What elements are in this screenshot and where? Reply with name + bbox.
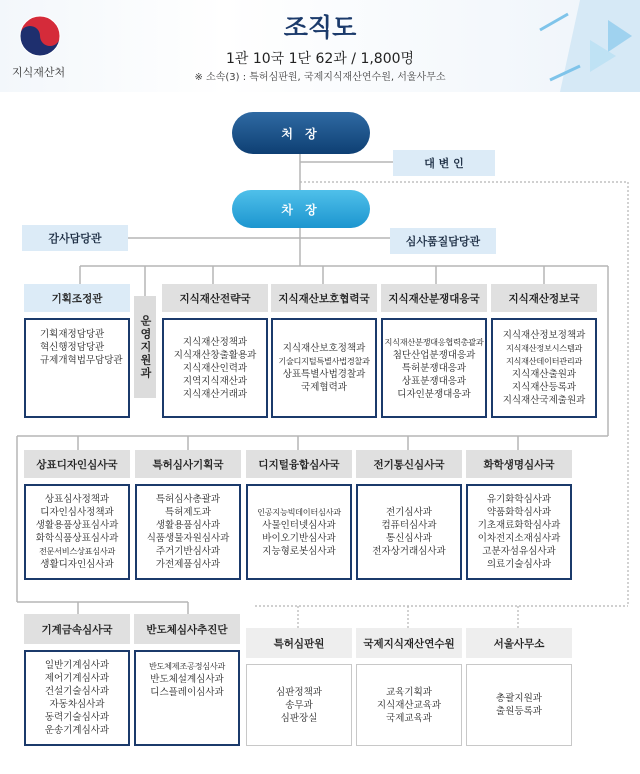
deputy-label: 차 장 bbox=[281, 202, 321, 217]
trademark-bureau-header: 상표디자인심사국 bbox=[24, 450, 130, 478]
list-item: 인공지능빅데이터심사과 bbox=[257, 507, 341, 517]
list-item: 규제개혁법무담당관 bbox=[40, 355, 123, 366]
list-item: 지식재산정보시스템과 bbox=[505, 343, 583, 353]
list-item: 국제교육과 bbox=[386, 712, 432, 724]
list-item: 지식재산분쟁대응협력총괄과 bbox=[384, 336, 484, 347]
list-item: 지식재산인력과 bbox=[182, 362, 248, 374]
list-item: 지식재산거래과 bbox=[182, 388, 248, 400]
list-item: 동력기술심사과 bbox=[44, 712, 110, 723]
list-item: 고분자섬유심사과 bbox=[482, 546, 556, 557]
patent-tribunal-header: 특허심판원 bbox=[246, 628, 352, 658]
chemical-bureau-box bbox=[466, 484, 572, 580]
list-item: 지식재산데이터관리과 bbox=[505, 356, 583, 366]
list-item: 지식재산정보정책과 bbox=[502, 330, 586, 341]
list-item: 사물인터넷심사과 bbox=[262, 520, 336, 531]
list-item: 기획재정담당관 bbox=[40, 329, 105, 340]
list-item: 생활디자인심사과 bbox=[40, 559, 114, 570]
list-item: 화학식품상표심사과 bbox=[35, 533, 119, 544]
ip-dispute-bureau-box bbox=[381, 318, 487, 418]
list-item: 상표분쟁대응과 bbox=[401, 375, 467, 387]
audit-office-node bbox=[22, 225, 128, 251]
ip-info-bureau-box bbox=[491, 318, 597, 418]
list-item: 식품생물자원심사과 bbox=[146, 533, 230, 544]
list-item: 바이오기반심사과 bbox=[262, 533, 336, 544]
digital-bureau-header: 디지털융합심사국 bbox=[246, 450, 352, 478]
patent-planning-bureau-box bbox=[135, 484, 241, 580]
ip-dispute-bureau-header: 지식재산분쟁대응국 bbox=[381, 284, 487, 312]
list-item: 특허분쟁대응과 bbox=[401, 362, 467, 374]
page-title: 조직도 bbox=[283, 13, 357, 42]
ip-academy-header: 국제지식재산연수원 bbox=[356, 628, 462, 658]
list-item: 가전제품심사과 bbox=[155, 559, 221, 570]
list-item: 교육기획과 bbox=[386, 686, 432, 698]
list-item: 디스플레이심사과 bbox=[150, 687, 224, 698]
list-item: 심판정책과 bbox=[276, 686, 322, 698]
list-item: 지식재산보호정책과 bbox=[282, 343, 366, 354]
list-item: 의료기술심사과 bbox=[486, 559, 552, 570]
list-item: 국제협력과 bbox=[301, 382, 347, 393]
list-item: 반도체설계심사과 bbox=[150, 674, 224, 685]
list-item: 상표심사정책과 bbox=[44, 494, 110, 505]
list-item: 통신심사과 bbox=[386, 533, 432, 544]
list-item: 유기화학심사과 bbox=[486, 494, 552, 505]
list-item: 생활용품심사과 bbox=[155, 520, 221, 531]
planning-office-box bbox=[24, 318, 130, 418]
support-division-node: 운영지원과 bbox=[134, 296, 156, 398]
spokesperson-label: 대 변 인 bbox=[424, 157, 464, 170]
list-item: 기초재료화학심사과 bbox=[477, 520, 561, 531]
list-item: 상표특별사법경찰과 bbox=[282, 369, 366, 380]
seoul-office-box bbox=[466, 664, 572, 746]
list-item: 지식재산등록과 bbox=[511, 382, 577, 393]
list-item: 생활용품상표심사과 bbox=[35, 520, 119, 531]
list-item: 디자인심사정책과 bbox=[40, 507, 114, 518]
digital-bureau-box bbox=[246, 484, 352, 580]
list-item: 지역지식재산과 bbox=[182, 375, 248, 387]
list-item: 자동차심사과 bbox=[49, 699, 105, 710]
list-item: 지식재산정책과 bbox=[182, 336, 248, 348]
semiconductor-unit-box bbox=[134, 650, 240, 746]
list-item: 전기심사과 bbox=[386, 507, 432, 518]
spokesperson-node bbox=[393, 150, 495, 176]
audit-office-label: 감사담당관 bbox=[48, 232, 102, 245]
list-item: 지식재산국제출원과 bbox=[502, 395, 586, 406]
list-item: 건설기술심사과 bbox=[44, 686, 110, 697]
electric-bureau-header: 전기통신심사국 bbox=[356, 450, 462, 478]
list-item: 약품화학심사과 bbox=[486, 507, 552, 518]
ip-info-bureau-header: 지식재산정보국 bbox=[491, 284, 597, 312]
list-item: 주거기반심사과 bbox=[155, 546, 221, 557]
patent-tribunal-box bbox=[246, 664, 352, 746]
machinery-bureau-header: 기계금속심사국 bbox=[24, 614, 130, 644]
patent-planning-bureau-header: 특허심사기획국 bbox=[135, 450, 241, 478]
trademark-bureau-box bbox=[24, 484, 130, 580]
page-subtitle: 1관 10국 1단 62과 / 1,800명 bbox=[225, 51, 415, 67]
logo-text: 지식재산처 bbox=[12, 66, 66, 79]
affiliate-note: ※ 소속(3) : 특허심판원, 국제지식재산연수원, 서울사무소 bbox=[194, 72, 446, 83]
quality-office-label: 심사품질담당관 bbox=[405, 235, 481, 248]
ip-strategy-bureau-header: 지식재산전략국 bbox=[162, 284, 268, 312]
list-item: 지식재산창출활용과 bbox=[173, 349, 257, 361]
list-item: 이차전지소재심사과 bbox=[477, 533, 561, 544]
seoul-office-header: 서울사무소 bbox=[466, 628, 572, 658]
list-item: 총괄지원과 bbox=[496, 693, 542, 704]
ip-academy-box bbox=[356, 664, 462, 746]
semiconductor-unit-header: 반도체심사추진단 bbox=[134, 614, 240, 644]
list-item: 디자인분쟁대응과 bbox=[397, 388, 471, 400]
planning-office-header: 기획조정관 bbox=[24, 284, 130, 312]
list-item: 혁신행정담당관 bbox=[40, 342, 105, 353]
deputy-node bbox=[232, 190, 370, 228]
list-item: 전문서비스상표심사과 bbox=[38, 546, 116, 556]
list-item: 제어기계심사과 bbox=[44, 673, 110, 684]
list-item: 특허제도과 bbox=[165, 507, 211, 518]
quality-office-node bbox=[390, 228, 496, 254]
list-item: 송무과 bbox=[285, 699, 313, 711]
ip-protection-bureau-header: 지식재산보호협력국 bbox=[271, 284, 377, 312]
list-item: 일반기계심사과 bbox=[44, 660, 110, 671]
commissioner-node bbox=[232, 112, 370, 154]
list-item: 지능형로봇심사과 bbox=[262, 546, 336, 557]
list-item: 컴퓨터심사과 bbox=[381, 520, 437, 531]
list-item: 기술디지털특별사법경찰과 bbox=[278, 356, 370, 366]
list-item: 첨단산업분쟁대응과 bbox=[392, 349, 476, 361]
electric-bureau-box bbox=[356, 484, 462, 580]
commissioner-label: 처 장 bbox=[281, 126, 321, 141]
list-item: 특허심사총괄과 bbox=[155, 494, 221, 505]
ip-strategy-bureau-box bbox=[162, 318, 268, 418]
list-item: 운송기계심사과 bbox=[44, 725, 110, 736]
machinery-bureau-box bbox=[24, 650, 130, 746]
list-item: 출원등록과 bbox=[496, 706, 542, 717]
list-item: 전자상거래심사과 bbox=[372, 546, 446, 557]
chemical-bureau-header: 화학생명심사국 bbox=[466, 450, 572, 478]
list-item: 반도체제조공정심사과 bbox=[148, 661, 226, 671]
list-item: 지식재산교육과 bbox=[376, 699, 442, 711]
ip-protection-bureau-box bbox=[271, 318, 377, 418]
list-item: 지식재산출원과 bbox=[511, 369, 577, 380]
list-item: 심판장실 bbox=[280, 712, 318, 724]
